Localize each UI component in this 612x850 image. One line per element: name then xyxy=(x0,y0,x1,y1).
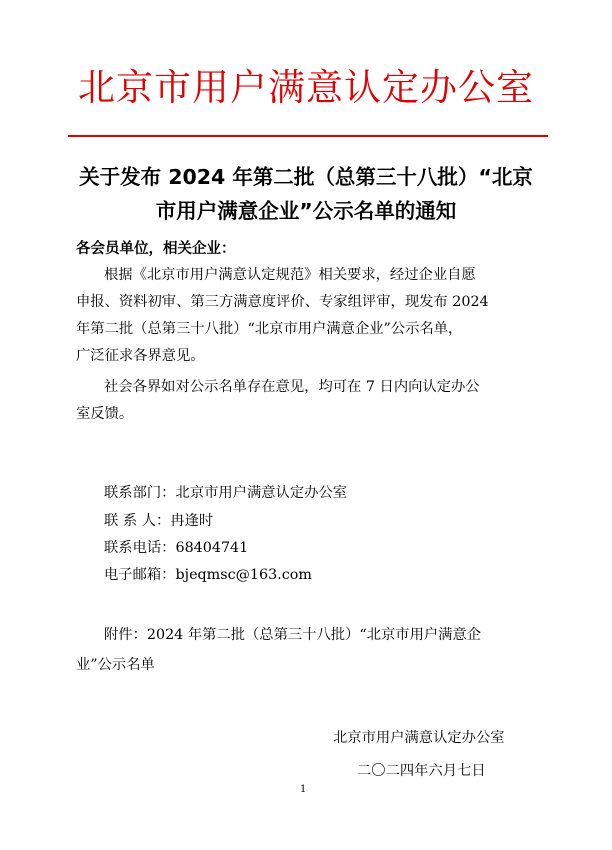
signature-date: 二〇二四年六月七日 xyxy=(357,763,486,779)
contact-department: 联系部门：北京市用户满意认定办公室 xyxy=(104,485,348,501)
signature-org: 北京市用户满意认定办公室 xyxy=(333,730,505,746)
org-masthead: 北京市用户满意认定办公室 xyxy=(78,66,534,109)
body-paragraph-2-line-1: 社会各界如对公示名单存在意见，均可在 7 日内向认定办公 xyxy=(104,379,480,395)
notice-title-line-1: 关于发布 2024 年第二批（总第三十八批）“北京 xyxy=(79,165,533,189)
body-paragraph-1-line-4: 广泛征求各界意见。 xyxy=(76,348,205,364)
contact-phone: 联系电话：68404741 xyxy=(104,540,249,556)
body-paragraph-1-line-1: 根据《北京市用户满意认定规范》相关要求，经过企业自愿 xyxy=(104,267,476,283)
body-paragraph-1-line-2: 申报、资料初审、第三方满意度评价、专家组评审，现发布 2024 xyxy=(76,294,489,310)
contact-person: 联 系 人：冉逢时 xyxy=(104,513,214,529)
notice-title xyxy=(60,160,552,228)
page-number: 1 xyxy=(300,784,307,795)
attachment-line-1: 附件：2024 年第二批（总第三十八批）“北京市用户满意企 xyxy=(104,627,482,643)
notice-title-line-2: 市用户满意企业”公示名单的通知 xyxy=(155,199,457,223)
red-divider-line xyxy=(68,135,548,137)
contact-email: 电子邮箱：bjeqmsc@163.com xyxy=(104,567,312,583)
body-paragraph-2-line-2: 室反馈。 xyxy=(76,406,134,422)
attachment-line-2: 业”公示名单 xyxy=(76,657,155,673)
body-paragraph-1-line-3: 年第二批（总第三十八批）“北京市用户满意企业”公示名单， xyxy=(76,321,463,337)
salutation: 各会员单位，相关企业： xyxy=(76,241,236,257)
